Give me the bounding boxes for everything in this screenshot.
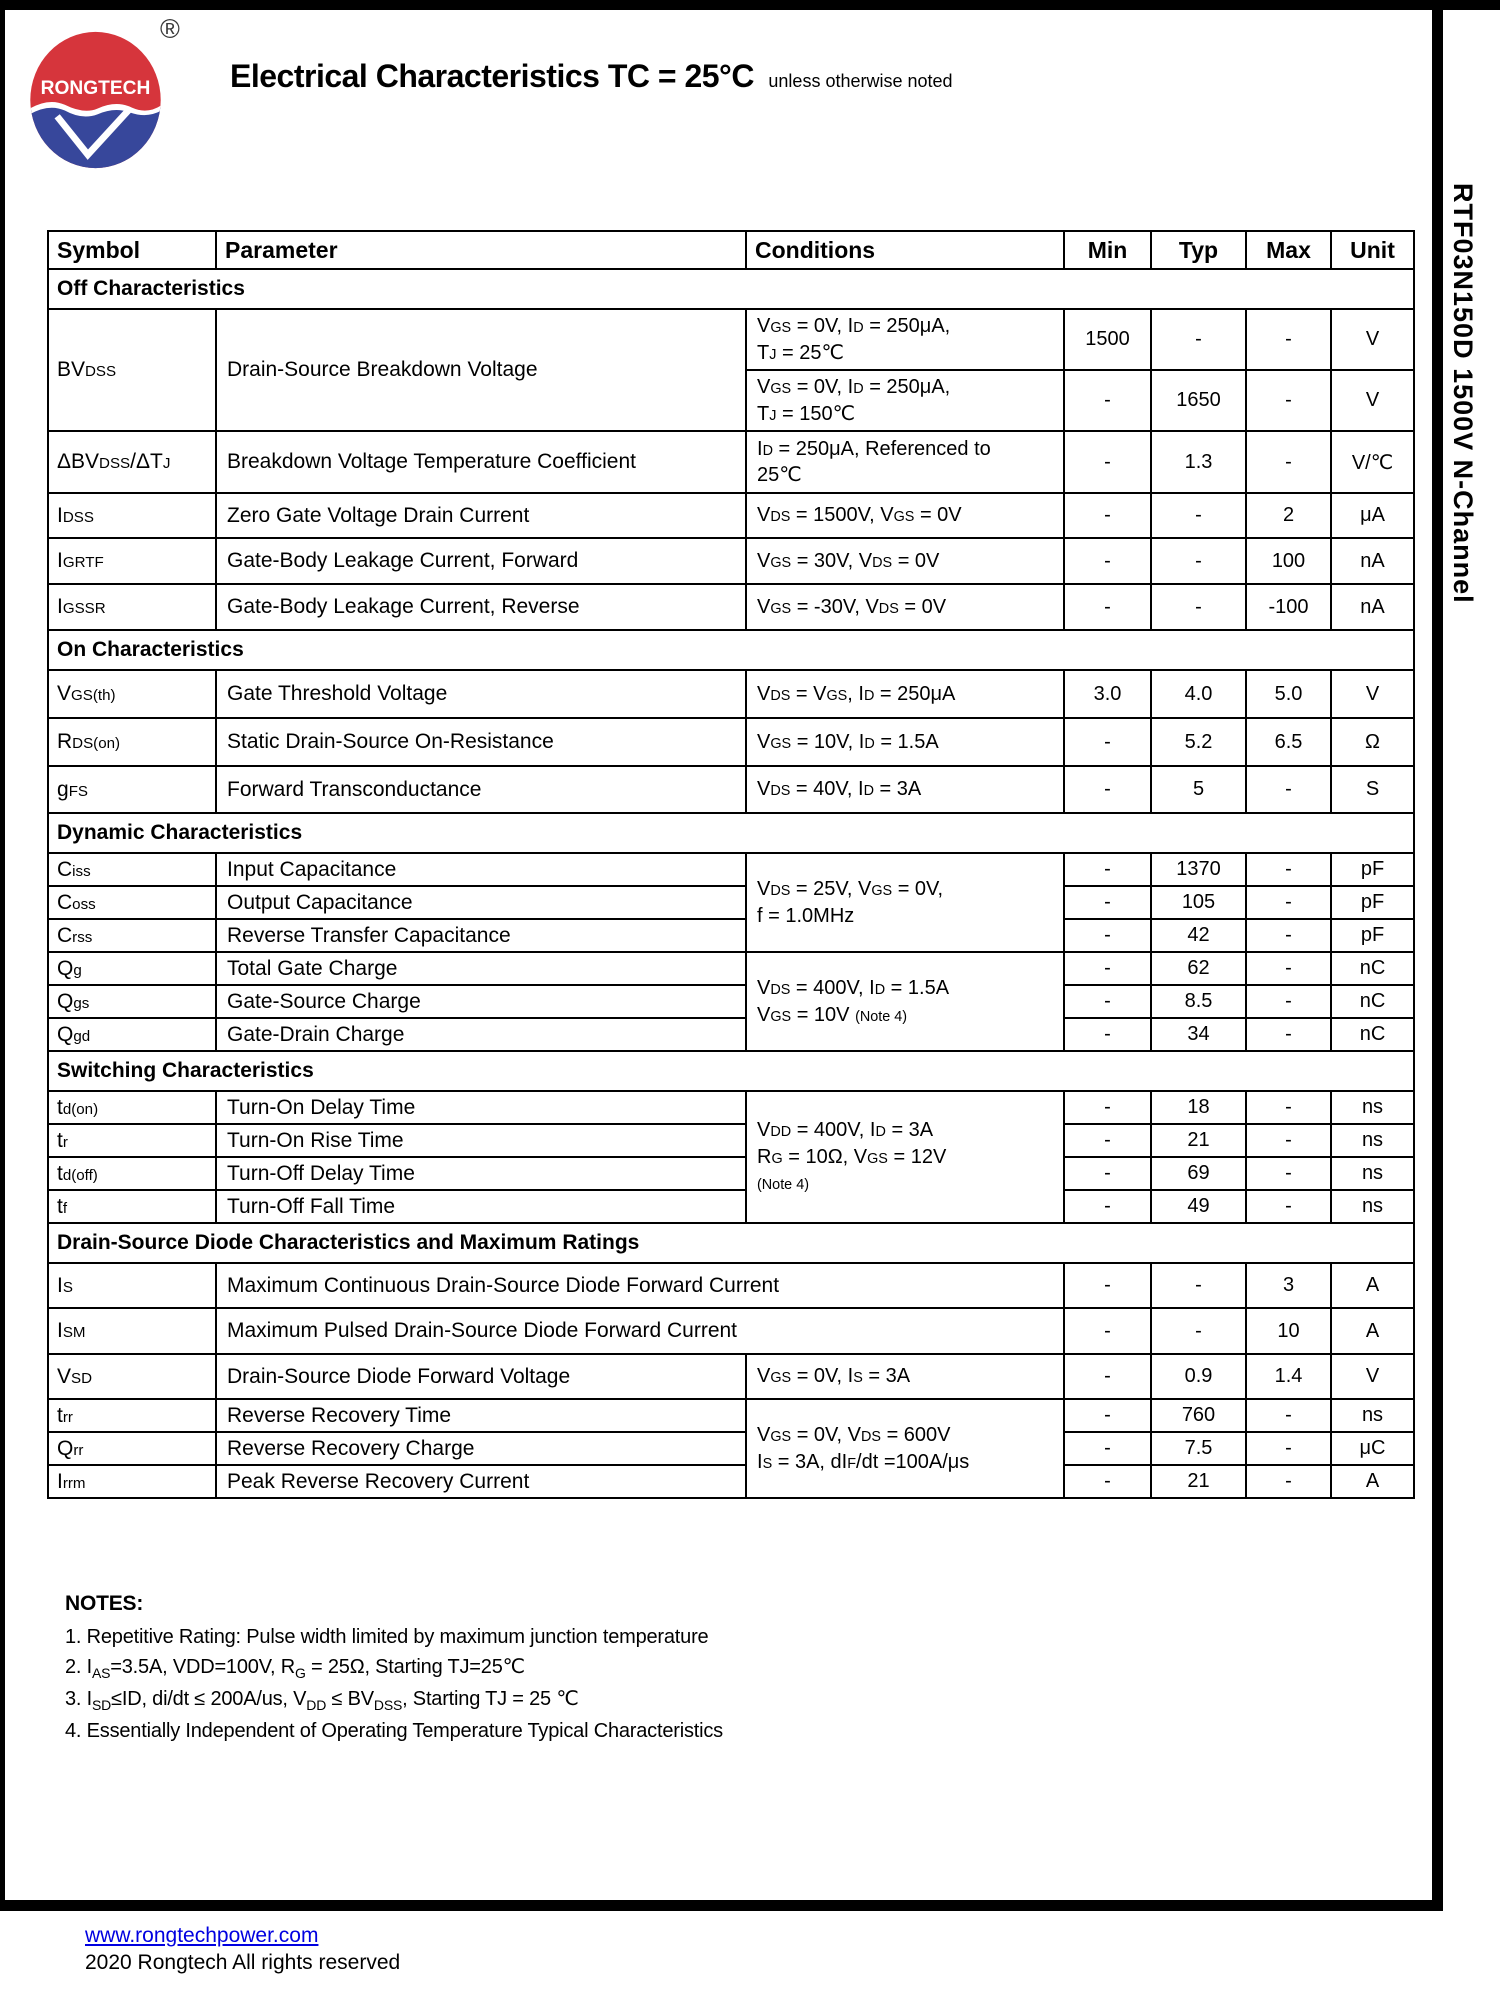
symbol-cell: Qrr — [48, 1432, 216, 1465]
typ-cell: 62 — [1151, 952, 1246, 985]
unit-cell: ns — [1331, 1399, 1414, 1432]
symbol-cell: Irrm — [48, 1465, 216, 1498]
typ-cell: 1650 — [1151, 370, 1246, 431]
conditions-cell: VGS = 0V, ID = 250μA, TJ = 150℃ — [746, 370, 1064, 431]
page-footer — [85, 1922, 400, 1977]
symbol-cell: tr — [48, 1124, 216, 1157]
min-cell: - — [1064, 919, 1151, 952]
section-diode-characteristics — [48, 1223, 1414, 1263]
table-row-vsd — [48, 1354, 1414, 1399]
max-cell: 10 — [1246, 1308, 1331, 1354]
typ-cell: 49 — [1151, 1190, 1246, 1223]
section-off-characteristics — [48, 269, 1414, 309]
min-cell: - — [1064, 853, 1151, 886]
min-cell: - — [1064, 718, 1151, 766]
note-item-3: 3. $I_{SD}\le ID$, di/dt ≤ 200A/us, $V_{DD} \le BV_{DSS}$, Starting TJ = 25 ℃ — [65, 1687, 579, 1713]
symbol-cell: IGSSR — [48, 584, 216, 630]
col-min: Min — [1064, 231, 1151, 269]
max-cell: - — [1246, 1190, 1331, 1223]
typ-cell: - — [1151, 538, 1246, 584]
frame-top-rule — [0, 0, 1500, 10]
typ-cell: 42 — [1151, 919, 1246, 952]
max-cell: - — [1246, 1157, 1331, 1190]
parameter-cell: Reverse Recovery Time — [216, 1399, 746, 1432]
min-cell: 3.0 — [1064, 670, 1151, 718]
unit-cell: ns — [1331, 1124, 1414, 1157]
max-cell: 6.5 — [1246, 718, 1331, 766]
notes-section — [65, 1588, 723, 1746]
symbol-cell: Crss — [48, 919, 216, 952]
parameter-cell: Gate-Body Leakage Current, Forward — [216, 538, 746, 584]
unit-cell: nA — [1331, 584, 1414, 630]
symbol-cell: Coss — [48, 886, 216, 919]
symbol-cell: IS — [48, 1263, 216, 1308]
conditions-cell: VDS = 25V, VGS = 0V, f = 1.0MHz — [746, 853, 1064, 952]
col-unit: Unit — [1331, 231, 1414, 269]
parameter-cell: Peak Reverse Recovery Current — [216, 1465, 746, 1498]
table-row-is — [48, 1263, 1414, 1308]
symbol-cell: Ciss — [48, 853, 216, 886]
max-cell: -100 — [1246, 584, 1331, 630]
parameter-cell: Gate Threshold Voltage — [216, 670, 746, 718]
typ-cell: 5.2 — [1151, 718, 1246, 766]
table-row-tf — [48, 1190, 1414, 1223]
table-row-gfs — [48, 766, 1414, 813]
min-cell: - — [1064, 538, 1151, 584]
typ-cell: 7.5 — [1151, 1432, 1246, 1465]
unit-cell: nC — [1331, 985, 1414, 1018]
unit-cell: pF — [1331, 886, 1414, 919]
table-row-igrtf — [48, 538, 1414, 584]
table-row-tdoff — [48, 1157, 1414, 1190]
unit-cell: pF — [1331, 853, 1414, 886]
typ-cell: - — [1151, 493, 1246, 538]
frame-left-rule — [0, 0, 5, 1911]
max-cell: - — [1246, 309, 1331, 370]
typ-cell: 21 — [1151, 1124, 1246, 1157]
min-cell: - — [1064, 766, 1151, 813]
typ-cell: 5 — [1151, 766, 1246, 813]
max-cell: - — [1246, 985, 1331, 1018]
max-cell: 1.4 — [1246, 1354, 1331, 1399]
unit-cell: A — [1331, 1263, 1414, 1308]
symbol-cell: gFS — [48, 766, 216, 813]
max-cell: 3 — [1246, 1263, 1331, 1308]
parameter-cell: Gate-Drain Charge — [216, 1018, 746, 1051]
min-cell: - — [1064, 493, 1151, 538]
min-cell: 1500 — [1064, 309, 1151, 370]
parameter-cell: Forward Transconductance — [216, 766, 746, 813]
symbol-cell: RDS(on) — [48, 718, 216, 766]
table-row-trr — [48, 1399, 1414, 1432]
conditions-cell: VGS = 10V, ID = 1.5A — [746, 718, 1064, 766]
conditions-cell: VDS = VGS, ID = 250μA — [746, 670, 1064, 718]
typ-cell: - — [1151, 584, 1246, 630]
typ-cell: 18 — [1151, 1091, 1246, 1124]
min-cell: - — [1064, 1432, 1151, 1465]
typ-cell: 760 — [1151, 1399, 1246, 1432]
symbol-cell: IGRTF — [48, 538, 216, 584]
col-conditions: Conditions — [746, 231, 1064, 269]
frame-bottom-rule — [0, 1900, 1443, 1911]
conditions-cell: ID = 250μA, Referenced to 25℃ — [746, 431, 1064, 493]
symbol-cell: ISM — [48, 1308, 216, 1354]
unit-cell: V/℃ — [1331, 431, 1414, 493]
parameter-cell: Input Capacitance — [216, 853, 746, 886]
max-cell: - — [1246, 886, 1331, 919]
unit-cell: V — [1331, 370, 1414, 431]
min-cell: - — [1064, 1465, 1151, 1498]
table-row-dbvdss — [48, 431, 1414, 493]
symbol-cell: VGS(th) — [48, 670, 216, 718]
typ-cell: - — [1151, 309, 1246, 370]
max-cell: - — [1246, 766, 1331, 813]
parameter-cell: Reverse Transfer Capacitance — [216, 919, 746, 952]
symbol-cell: tf — [48, 1190, 216, 1223]
min-cell: - — [1064, 1308, 1151, 1354]
parameter-cell: Static Drain-Source On-Resistance — [216, 718, 746, 766]
table-header-row — [48, 231, 1414, 269]
symbol-cell: IDSS — [48, 493, 216, 538]
unit-cell: pF — [1331, 919, 1414, 952]
part-number-side-label: RTF03N150D 1500V N-Channel — [1448, 183, 1478, 604]
symbol-cell: Qgs — [48, 985, 216, 1018]
min-cell: - — [1064, 886, 1151, 919]
parameter-cell: Maximum Pulsed Drain-Source Diode Forward Current — [216, 1308, 1064, 1354]
logo-text: RONGTECH — [40, 78, 151, 100]
symbol-cell: BVDSS — [48, 309, 216, 431]
table-row-tdon — [48, 1091, 1414, 1124]
parameter-cell: Gate-Body Leakage Current, Reverse — [216, 584, 746, 630]
note-item-2: 2. $I_{AS}=3.5A$, VDD=100V, $R_G = 25\Omega$, Starting TJ=25℃ — [65, 1655, 525, 1681]
symbol-cell: td(off) — [48, 1157, 216, 1190]
parameter-cell: Turn-Off Fall Time — [216, 1190, 746, 1223]
table-row-qrr — [48, 1432, 1414, 1465]
page-title-qualifier: unless otherwise noted — [768, 71, 953, 91]
frame-right-rule — [1432, 0, 1443, 1911]
section-on-characteristics — [48, 630, 1414, 670]
symbol-cell: Qgd — [48, 1018, 216, 1051]
section-title: Switching Characteristics — [48, 1051, 1414, 1091]
unit-cell: ns — [1331, 1190, 1414, 1223]
conditions-cell: VGS = -30V, VDS = 0V — [746, 584, 1064, 630]
registered-mark-icon: ® — [160, 14, 180, 44]
col-parameter: Parameter — [216, 231, 746, 269]
unit-cell: nC — [1331, 952, 1414, 985]
table-row-qgd — [48, 1018, 1414, 1051]
max-cell: - — [1246, 1091, 1331, 1124]
conditions-cell: VDD = 400V, ID = 3A RG = 10Ω, VGS = 12V (Note 4) — [746, 1091, 1064, 1223]
min-cell: - — [1064, 1124, 1151, 1157]
min-cell: - — [1064, 1018, 1151, 1051]
min-cell: - — [1064, 370, 1151, 431]
parameter-cell: Drain-Source Diode Forward Voltage — [216, 1354, 746, 1399]
conditions-cell: VGS = 0V, IS = 3A — [746, 1354, 1064, 1399]
max-cell: 2 — [1246, 493, 1331, 538]
conditions-cell: VGS = 0V, VDS = 600V IS = 3A, dIF/dt =100A/μs — [746, 1399, 1064, 1498]
parameter-cell: Zero Gate Voltage Drain Current — [216, 493, 746, 538]
parameter-cell: Gate-Source Charge — [216, 985, 746, 1018]
max-cell: - — [1246, 1124, 1331, 1157]
max-cell: - — [1246, 952, 1331, 985]
table-row-idss — [48, 493, 1414, 538]
min-cell: - — [1064, 1263, 1151, 1308]
unit-cell: A — [1331, 1308, 1414, 1354]
symbol-cell: trr — [48, 1399, 216, 1432]
typ-cell: 69 — [1151, 1157, 1246, 1190]
unit-cell: nC — [1331, 1018, 1414, 1051]
copyright-text: 2020 Rongtech All rights reserved — [85, 1951, 401, 1975]
min-cell: - — [1064, 985, 1151, 1018]
typ-cell: 34 — [1151, 1018, 1246, 1051]
parameter-cell: Turn-On Rise Time — [216, 1124, 746, 1157]
parameter-cell: Output Capacitance — [216, 886, 746, 919]
page-title-text: Electrical Characteristics TC = 25°C — [230, 58, 754, 94]
table-row-bvdss-25c — [48, 309, 1414, 370]
conditions-cell: VGS = 30V, VDS = 0V — [746, 538, 1064, 584]
unit-cell: V — [1331, 1354, 1414, 1399]
symbol-cell: VSD — [48, 1354, 216, 1399]
electrical-characteristics-table — [47, 230, 1415, 1499]
col-max: Max — [1246, 231, 1331, 269]
table-row-qgs — [48, 985, 1414, 1018]
page-title — [230, 58, 953, 95]
table-row-vgsth — [48, 670, 1414, 718]
max-cell: - — [1246, 853, 1331, 886]
max-cell: 5.0 — [1246, 670, 1331, 718]
conditions-cell: VGS = 0V, ID = 250μA, TJ = 25℃ — [746, 309, 1064, 370]
table-row-igssr — [48, 584, 1414, 630]
table-row-ciss — [48, 853, 1414, 886]
min-cell: - — [1064, 584, 1151, 630]
max-cell: - — [1246, 431, 1331, 493]
table-row-coss — [48, 886, 1414, 919]
table-row-rdson — [48, 718, 1414, 766]
section-title: On Characteristics — [48, 630, 1414, 670]
symbol-cell: Qg — [48, 952, 216, 985]
section-title: Drain-Source Diode Characteristics and Maximum Ratings — [48, 1223, 1414, 1263]
unit-cell: S — [1331, 766, 1414, 813]
parameter-cell: Turn-Off Delay Time — [216, 1157, 746, 1190]
unit-cell: μA — [1331, 493, 1414, 538]
unit-cell: Ω — [1331, 718, 1414, 766]
typ-cell: 4.0 — [1151, 670, 1246, 718]
section-title: Off Characteristics — [48, 269, 1414, 309]
unit-cell: A — [1331, 1465, 1414, 1498]
min-cell: - — [1064, 1190, 1151, 1223]
max-cell: - — [1246, 370, 1331, 431]
min-cell: - — [1064, 1091, 1151, 1124]
notes-title: NOTES: — [65, 1592, 144, 1615]
parameter-cell: Breakdown Voltage Temperature Coefficient — [216, 431, 746, 493]
unit-cell: μC — [1331, 1432, 1414, 1465]
symbol-cell: td(on) — [48, 1091, 216, 1124]
max-cell: - — [1246, 1432, 1331, 1465]
typ-cell: 0.9 — [1151, 1354, 1246, 1399]
min-cell: - — [1064, 952, 1151, 985]
table-row-irrm — [48, 1465, 1414, 1498]
unit-cell: V — [1331, 309, 1414, 370]
col-typ: Typ — [1151, 231, 1246, 269]
section-title: Dynamic Characteristics — [48, 813, 1414, 853]
table-row-tr — [48, 1124, 1414, 1157]
section-dynamic-characteristics — [48, 813, 1414, 853]
typ-cell: 1370 — [1151, 853, 1246, 886]
unit-cell: nA — [1331, 538, 1414, 584]
parameter-cell: Turn-On Delay Time — [216, 1091, 746, 1124]
unit-cell: V — [1331, 670, 1414, 718]
note-item-4: 4. Essentially Independent of Operating Temperature Typical Characteristics — [65, 1719, 723, 1742]
table-row-ism — [48, 1308, 1414, 1354]
col-symbol: Symbol — [48, 231, 216, 269]
conditions-cell: VDS = 400V, ID = 1.5A VGS = 10V (Note 4) — [746, 952, 1064, 1051]
typ-cell: 21 — [1151, 1465, 1246, 1498]
max-cell: - — [1246, 1018, 1331, 1051]
max-cell: - — [1246, 1399, 1331, 1432]
website-link[interactable]: www.rongtechpower.com — [85, 1924, 319, 1947]
max-cell: - — [1246, 1465, 1331, 1498]
max-cell: - — [1246, 919, 1331, 952]
parameter-cell: Drain-Source Breakdown Voltage — [216, 309, 746, 431]
note-item-1: 1. Repetitive Rating: Pulse width limited by maximum junction temperature — [65, 1625, 709, 1648]
typ-cell: 1.3 — [1151, 431, 1246, 493]
max-cell: 100 — [1246, 538, 1331, 584]
parameter-cell: Total Gate Charge — [216, 952, 746, 985]
conditions-cell: VDS = 40V, ID = 3A — [746, 766, 1064, 813]
min-cell: - — [1064, 431, 1151, 493]
table-row-qg — [48, 952, 1414, 985]
section-switching-characteristics — [48, 1051, 1414, 1091]
parameter-cell: Reverse Recovery Charge — [216, 1432, 746, 1465]
unit-cell: ns — [1331, 1091, 1414, 1124]
parameter-cell: Maximum Continuous Drain-Source Diode Forward Current — [216, 1263, 1064, 1308]
rongtech-logo — [28, 30, 163, 170]
typ-cell: - — [1151, 1308, 1246, 1354]
conditions-cell: VDS = 1500V, VGS = 0V — [746, 493, 1064, 538]
symbol-cell: ΔBVDSS/ΔTJ — [48, 431, 216, 493]
typ-cell: - — [1151, 1263, 1246, 1308]
unit-cell: ns — [1331, 1157, 1414, 1190]
table-row-crss — [48, 919, 1414, 952]
min-cell: - — [1064, 1157, 1151, 1190]
typ-cell: 8.5 — [1151, 985, 1246, 1018]
min-cell: - — [1064, 1399, 1151, 1432]
min-cell: - — [1064, 1354, 1151, 1399]
typ-cell: 105 — [1151, 886, 1246, 919]
